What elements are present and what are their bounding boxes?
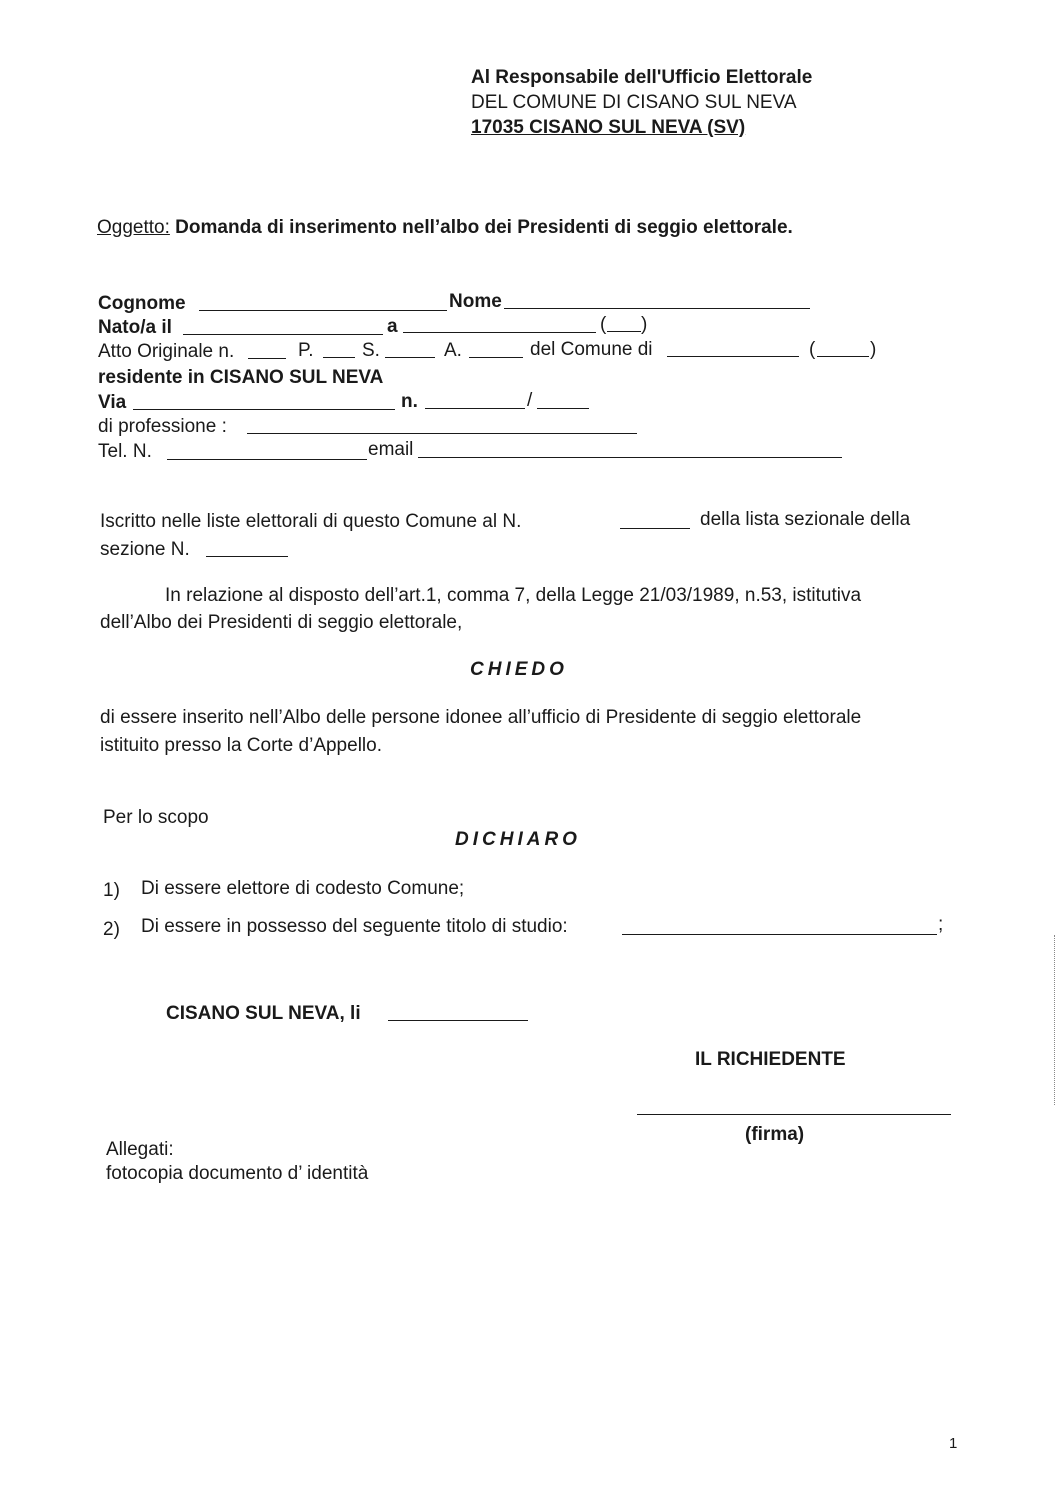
atto-s-field[interactable] (385, 357, 435, 358)
nato-label: Nato/a il (98, 317, 172, 338)
atto-label: Atto Originale n. (98, 341, 235, 362)
via-field[interactable] (133, 409, 395, 410)
atto-s-label: S. (362, 340, 380, 361)
tel-label: Tel. N. (98, 441, 152, 462)
cognome-field[interactable] (199, 310, 447, 311)
nome-label: Nome (449, 291, 502, 312)
nato-prov-field[interactable] (607, 331, 641, 332)
subject (97, 217, 793, 239)
residente-label: residente in CISANO SUL NEVA (98, 367, 384, 388)
iscritto-line-1-end: della lista sezionale della (700, 509, 911, 530)
atto-p-field[interactable] (323, 357, 355, 358)
atto-n-field[interactable] (248, 358, 286, 359)
professione-label: di professione : (98, 416, 227, 437)
atto-comune-label: del Comune di (530, 339, 653, 360)
atto-prov-open: ( (809, 339, 816, 360)
iscritto-line-2: sezione N. (100, 539, 190, 560)
atto-prov-close: ) (870, 339, 877, 360)
email-label: email (368, 439, 414, 460)
nome-field[interactable] (504, 308, 810, 309)
item-2-end: ; (938, 914, 944, 935)
relazione-line-2: dell’Albo dei Presidenti di seggio elettorale, (100, 612, 463, 633)
nato-a-label: a (387, 316, 398, 337)
sezione-field[interactable] (206, 556, 288, 557)
luogo-label: CISANO SUL NEVA, li (166, 1003, 361, 1024)
via-label: Via (98, 392, 127, 413)
addressee-line-3: 17035 CISANO SUL NEVA (SV) (471, 117, 746, 138)
atto-prov-field[interactable] (817, 356, 869, 357)
richiesta-line-1: di essere inserito nell’Albo delle persone idonee all’ufficio di Presidente di seggio elettorale (100, 707, 862, 728)
item-2-num: 2) (103, 919, 120, 940)
firma-label: (firma) (745, 1124, 805, 1145)
item-1-text: Di essere elettore di codesto Comune; (141, 878, 465, 899)
subject-label: Oggetto: (97, 217, 170, 238)
item-1-num: 1) (103, 880, 120, 901)
tel-field[interactable] (167, 459, 367, 460)
page-number: 1 (949, 1435, 958, 1452)
iscritto-n-field[interactable] (620, 528, 690, 529)
firma-field[interactable] (637, 1114, 951, 1115)
chiedo-heading: CHIEDO (470, 659, 568, 680)
allegati-label: Allegati: (106, 1139, 174, 1160)
iscritto-line-1: Iscritto nelle liste elettorali di questo Comune al N. (100, 511, 522, 532)
civico-field[interactable] (425, 408, 525, 409)
professione-field[interactable] (247, 433, 637, 434)
email-field[interactable] (418, 457, 842, 458)
scan-margin-mark (1054, 935, 1055, 1105)
atto-a-field[interactable] (469, 357, 523, 358)
item-2-text: Di essere in possesso del seguente titolo di studio: (141, 916, 568, 937)
titolo-studio-field[interactable] (622, 934, 937, 935)
nato-date-field[interactable] (183, 334, 383, 335)
addressee-line-2: DEL COMUNE DI CISANO SUL NEVA (471, 92, 797, 113)
nato-prov-open: ( (600, 314, 607, 335)
civico-int-field[interactable] (537, 408, 589, 409)
scopo-text: Per lo scopo (103, 807, 209, 828)
subject-text: Domanda di inserimento nell’albo dei Presidenti di seggio elettorale. (175, 217, 793, 238)
civico-slash: / (527, 390, 533, 411)
allegati-item: fotocopia documento d’ identità (106, 1163, 369, 1184)
atto-a-label: A. (444, 340, 462, 361)
richiesta-line-2: istituito presso la Corte d’Appello. (100, 735, 382, 756)
dichiaro-heading: DICHIARO (455, 829, 581, 850)
relazione-line-1: In relazione al disposto dell’art.1, comma 7, della Legge 21/03/1989, n.53, istitutiva (165, 585, 862, 606)
civico-label: n. (401, 391, 418, 412)
nato-place-field[interactable] (403, 332, 596, 333)
atto-comune-field[interactable] (667, 356, 799, 357)
addressee-line-1: Al Responsabile dell'Ufficio Elettorale (471, 67, 813, 88)
richiedente-label: IL RICHIEDENTE (695, 1049, 846, 1070)
cognome-label: Cognome (98, 293, 186, 314)
atto-p-label: P. (298, 340, 314, 361)
nato-prov-close: ) (641, 314, 648, 335)
data-field[interactable] (388, 1020, 528, 1021)
